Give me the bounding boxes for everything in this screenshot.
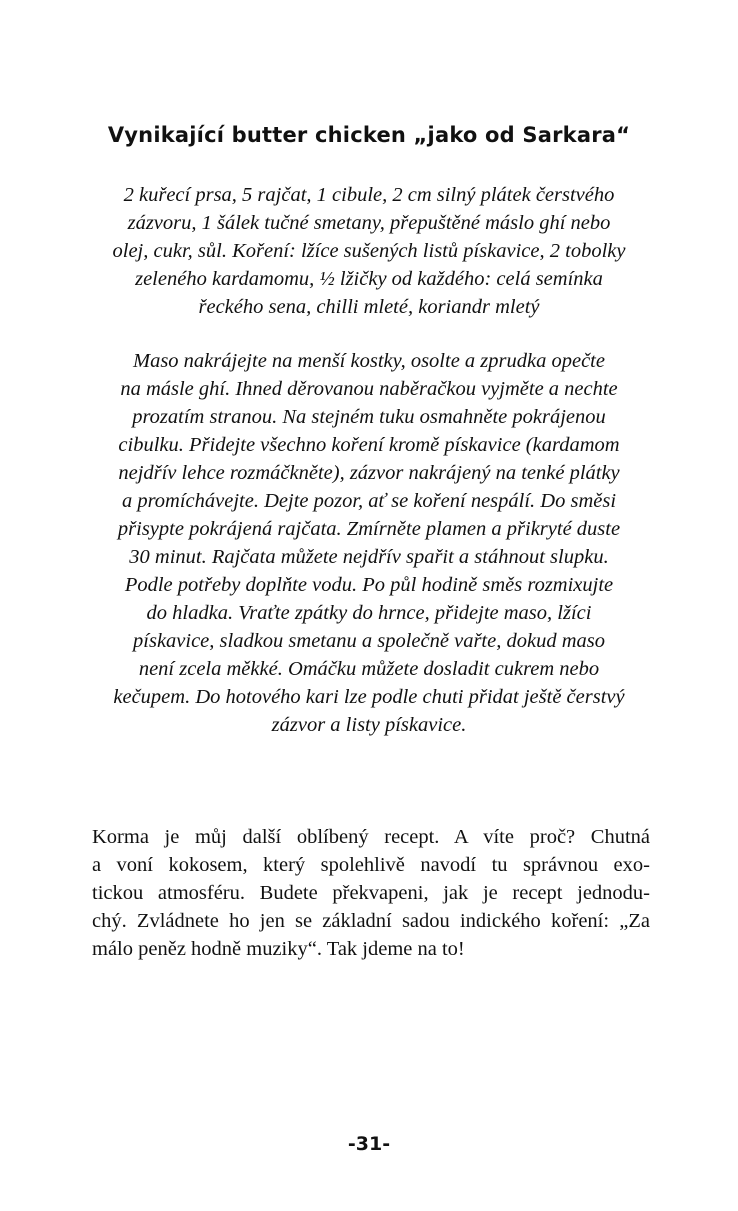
body-line: chý. Zvládnete ho jen se základní sadou indického koření: „Za xyxy=(92,910,650,932)
method-line: přisypte pokrájená rajčata. Zmírněte plamen a přikryté duste xyxy=(117,518,621,540)
method-line: prozatím stranou. Na stejném tuku osmahněte pokrájenou xyxy=(132,406,606,428)
body-paragraph xyxy=(92,823,650,963)
method-line: na másle ghí. Ihned děrovanou naběračkou vyjměte a nechte xyxy=(120,378,618,400)
ingredients-line: řeckého sena, chilli mleté, koriandr mletý xyxy=(198,296,540,318)
method-line: cibulku. Přidejte všechno koření kromě pískavice (kardamom xyxy=(118,434,620,456)
body-line: málo peněz hodně muziky“. Tak jdeme na to! xyxy=(92,938,465,960)
recipe-title: Vynikající butter chicken „jako od Sarkara“ xyxy=(107,123,631,147)
ingredients-line: 2 kuřecí prsa, 5 rajčat, 1 cibule, 2 cm silný plátek čerstvého xyxy=(123,184,615,206)
ingredients-line: olej, cukr, sůl. Koření: lžíce sušených listů pískavice, 2 tobolky xyxy=(112,240,626,262)
method-line: nejdřív lehce rozmáčkněte), zázvor nakrájený na tenké plátky xyxy=(118,462,620,484)
method-line: 30 minut. Rajčata můžete nejdřív spařit a stáhnout slupku. xyxy=(129,546,609,568)
method-line: a promíchávejte. Dejte pozor, ať se koření nespálí. Do směsi xyxy=(121,490,617,512)
ingredients-line: zázvoru, 1 šálek tučné smetany, přepuštěné máslo ghí nebo xyxy=(127,212,611,234)
method-line: do hladka. Vraťte zpátky do hrnce, přidejte maso, lžíci xyxy=(146,602,592,624)
method-paragraph xyxy=(92,347,646,739)
ingredients-line: zeleného kardamomu, ½ lžičky od každého: celá semínka xyxy=(135,268,603,290)
method-line: pískavice, sladkou smetanu a společně vařte, dokud maso xyxy=(133,630,605,652)
body-line: a voní kokosem, který spolehlivě navodí tu správnou exo- xyxy=(92,854,650,876)
method-line: zázvor a listy pískavice. xyxy=(271,714,467,736)
method-line: kečupem. Do hotového kari lze podle chuti přidat ještě čerstvý xyxy=(113,686,625,708)
page-number: -31- xyxy=(347,1133,391,1155)
method-line: není zcela měkké. Omáčku můžete dosladit cukrem nebo xyxy=(138,658,600,680)
body-line: tickou atmosféru. Budete překvapeni, jak je recept jednodu- xyxy=(92,882,650,904)
method-line: Podle potřeby doplňte vodu. Po půl hodině směs rozmixujte xyxy=(124,574,614,596)
method-line: Maso nakrájejte na menší kostky, osolte a zprudka opečte xyxy=(133,350,605,372)
body-line: Korma je můj další oblíbený recept. A víte proč? Chutná xyxy=(92,826,650,848)
ingredients-paragraph xyxy=(108,181,630,321)
